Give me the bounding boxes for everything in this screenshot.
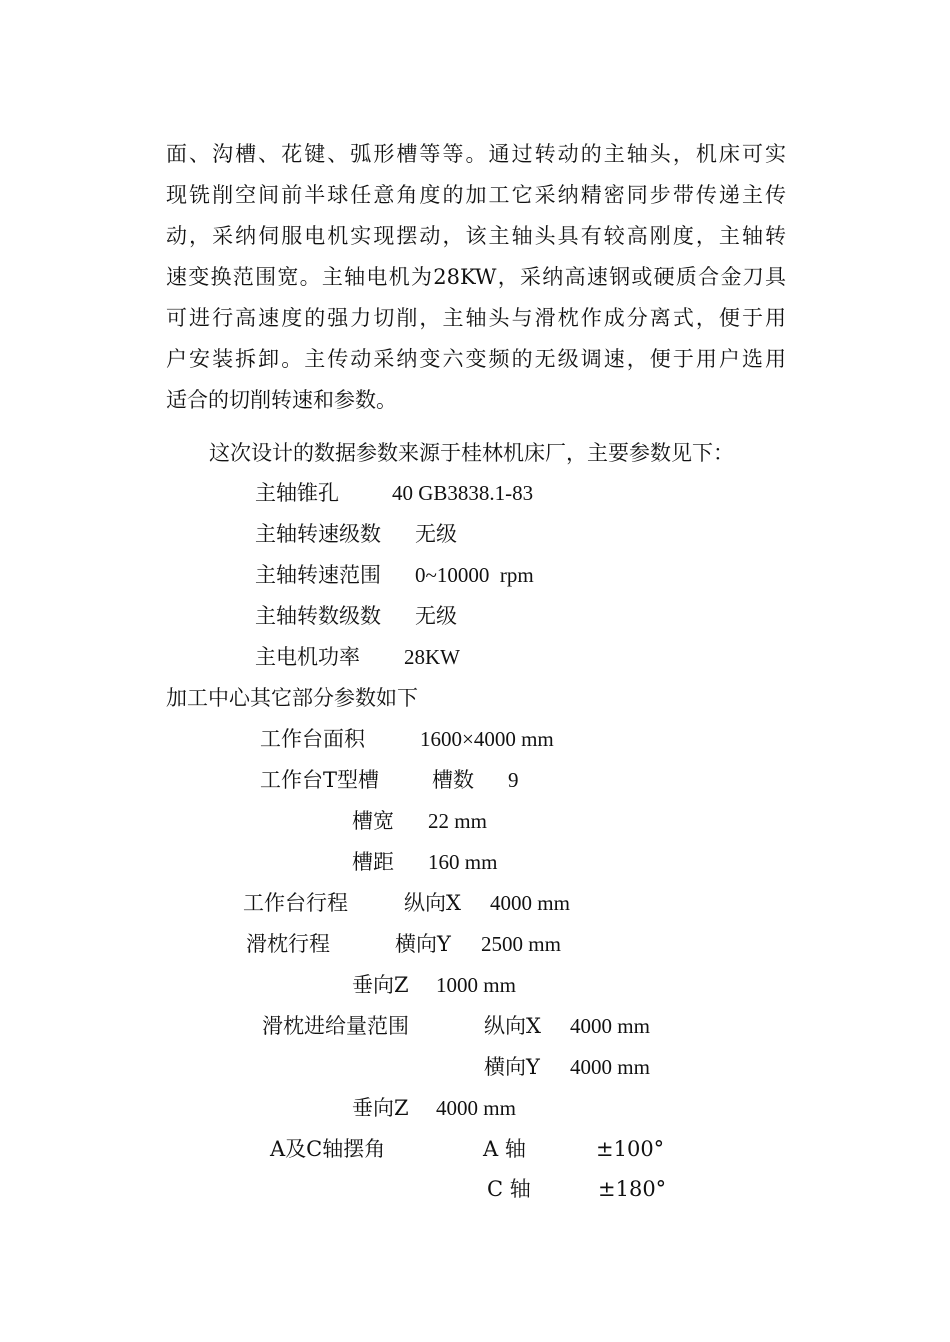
t-slot-width-value: 22 mm [428,809,487,833]
paragraph-line: 现铣削空间前半球任意角度的加工它采纳精密同步带传递主传 [166,183,786,207]
table-travel-value: 4000 mm [490,891,570,915]
ram-feed-y-value: 4000 mm [570,1055,650,1079]
ram-travel-z-axis: 垂向Z [352,973,409,997]
ram-feed-x-value: 4000 mm [570,1014,650,1038]
table-travel-label: 工作台行程 [243,891,348,915]
param-value: 28KW [404,645,460,669]
ram-travel-label: 滑枕行程 [246,932,330,956]
intro-sentence: 这次设计的数据参数来源于桂林机床厂，主要参数见下： [209,441,734,465]
table-travel-axis: 纵向X [404,891,461,915]
paragraph-line: 速变换范围宽。主轴电机为28KW，采纳高速钢或硬质合金刀具 [166,265,786,289]
param-label: 主轴锥孔 [255,481,339,505]
paragraph-line: 动，采纳伺服电机实现摆动，该主轴头具有较高刚度，主轴转 [166,224,786,248]
t-slot-pitch-label: 槽距 [352,850,394,874]
swing-label: A及C轴摆角 [270,1137,386,1161]
paragraph-line: 可进行高速度的强力切削，主轴头与滑枕作成分离式，便于用 [166,306,786,330]
paragraph-line: 户安装拆卸。主传动采纳变六变频的无级调速，便于用户选用 [166,347,786,371]
ram-travel-y-axis: 横向Y [395,932,451,956]
swing-c-value: ±180° [598,1177,667,1201]
param-value: 无级 [415,604,457,628]
table-area-label: 工作台面积 [260,727,365,751]
param-value: 0~10000 rpm [415,563,534,587]
ram-feed-y-axis: 横向Y [484,1055,540,1079]
ram-feed-x-axis: 纵向X [484,1014,541,1038]
paragraph-line: 面、沟槽、花键、弧形槽等等。通过转动的主轴头，机床可实 [166,142,786,166]
param-label: 主电机功率 [255,645,360,669]
ram-travel-z-value: 1000 mm [436,973,516,997]
param-value: 40 GB3838.1-83 [392,481,534,505]
swing-c-axis: C 轴 [487,1177,531,1201]
ram-feed-z-axis: 垂向Z [352,1096,409,1120]
swing-a-value: ±100° [596,1137,665,1161]
param-label: 主轴转数级数 [255,604,381,628]
param-value: 无级 [415,522,457,546]
t-slot-count-label: 槽数 [432,768,474,792]
t-slot-label: 工作台T型槽 [260,768,380,792]
t-slot-width-label: 槽宽 [352,809,394,833]
ram-feed-label: 滑枕进给量范围 [262,1014,409,1038]
paragraph-line: 适合的切削转速和参数。 [166,388,397,412]
t-slot-pitch-value: 160 mm [428,850,498,874]
section-heading: 加工中心其它部分参数如下 [166,686,418,710]
param-label: 主轴转速级数 [255,522,381,546]
ram-feed-z-value: 4000 mm [436,1096,516,1120]
table-area-value: 1600×4000 mm [420,727,554,751]
swing-a-axis: A 轴 [483,1137,526,1161]
ram-travel-y-value: 2500 mm [481,932,561,956]
t-slot-count-value: 9 [508,768,519,792]
param-label: 主轴转速范围 [255,563,381,587]
